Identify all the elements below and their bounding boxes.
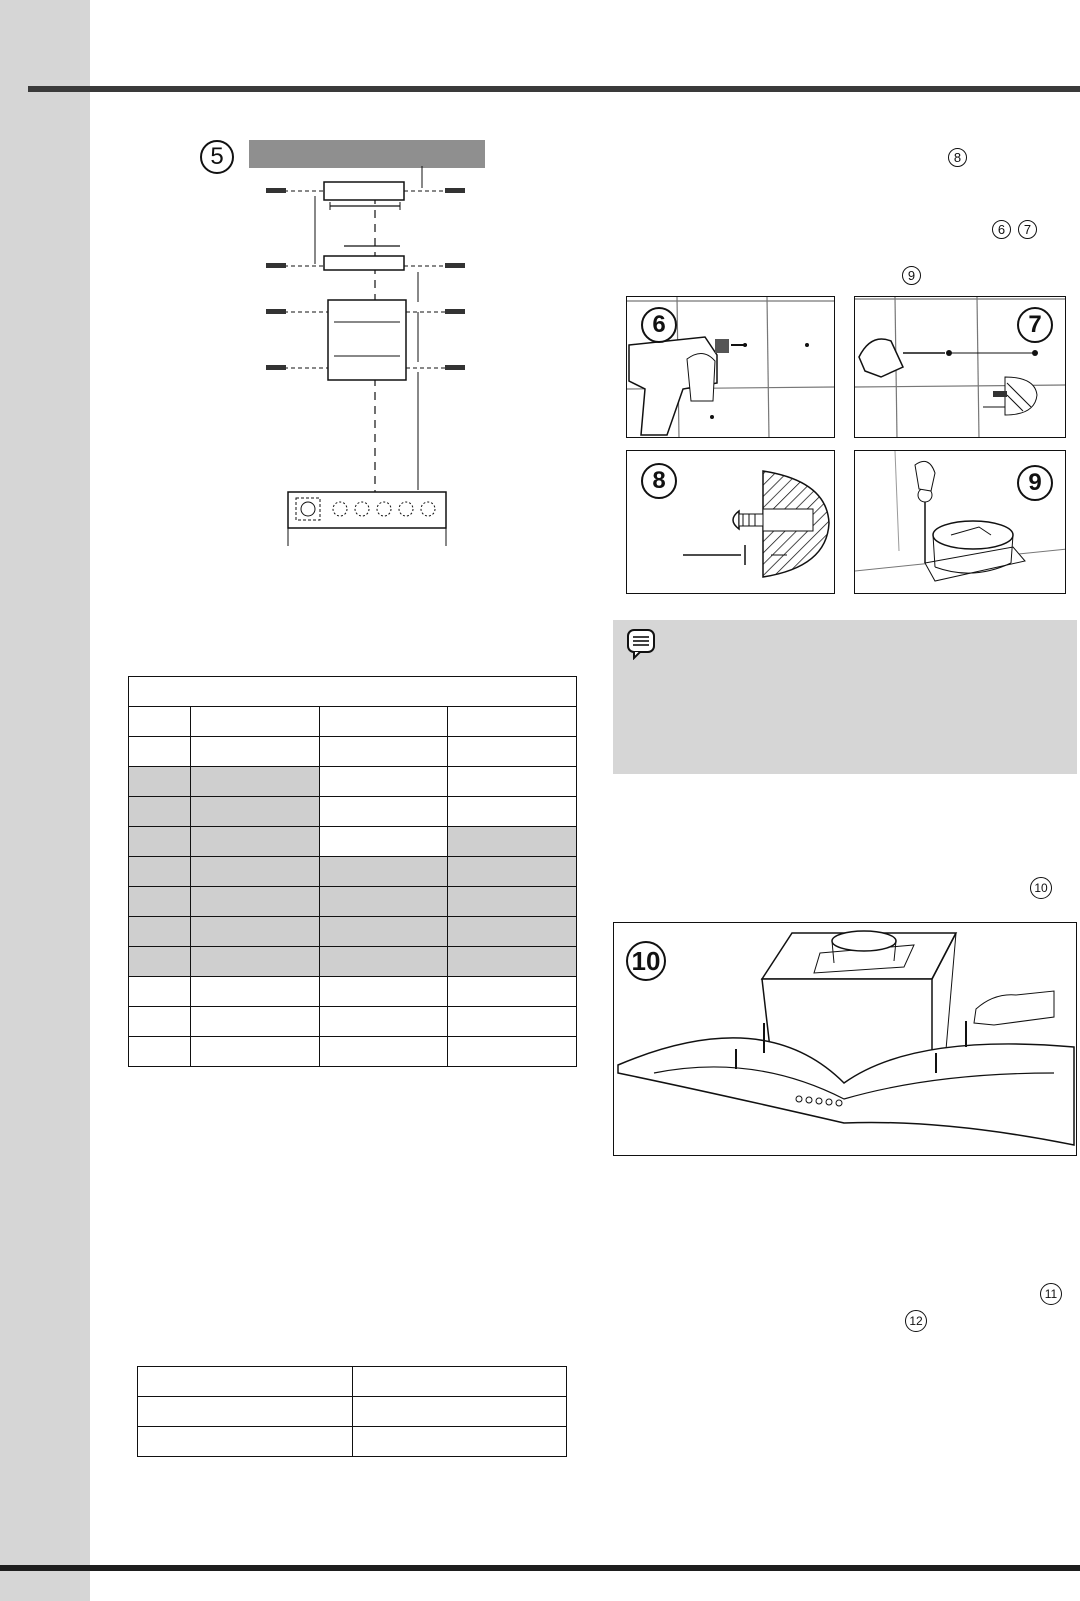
figure-7-screwing-panel [854,296,1066,438]
table-cell [129,917,191,947]
step-ref-6: 6 [992,220,1011,239]
table-cell [319,767,448,797]
table-row [129,767,577,797]
figure-9-flange-panel [854,450,1066,594]
table-cell [129,887,191,917]
figure-5-mounting-diagram [240,136,490,556]
table-row [129,677,577,707]
note-icon [625,628,657,660]
table-cell [352,1427,567,1457]
step-ref-12: 12 [905,1310,927,1332]
table-cell [129,947,191,977]
table-cell [190,947,319,977]
table-cell [190,917,319,947]
summary-table-body [138,1367,567,1457]
table-cell [129,797,191,827]
table-cell [448,947,577,977]
table-cell [190,797,319,827]
table-cell [138,1397,353,1427]
table-cell [319,857,448,887]
table-cell [129,737,191,767]
distance-table-body [129,677,577,1067]
table-cell [448,767,577,797]
footer-rule [0,1565,1080,1571]
table-cell [448,857,577,887]
table-cell [190,767,319,797]
table-row [129,707,577,737]
table-cell [190,737,319,767]
table-cell [319,827,448,857]
table-cell [129,1037,191,1067]
table-cell [448,1037,577,1067]
table-cell [129,977,191,1007]
header-rule [28,86,1080,92]
table-cell [319,977,448,1007]
table-cell [448,707,577,737]
table-row [138,1367,567,1397]
table-cell [190,707,319,737]
table-cell [190,1037,319,1067]
table-cell [448,977,577,1007]
table-cell [448,1007,577,1037]
table-cell [319,947,448,977]
table-cell [352,1397,567,1427]
table-row [129,947,577,977]
table-row [129,1037,577,1067]
figure-10-hood-assembly-panel [613,922,1077,1156]
table-row [138,1427,567,1457]
table-cell [448,797,577,827]
table-cell [319,707,448,737]
figure-8-number: 8 [641,463,677,499]
table-cell [129,857,191,887]
table-cell [319,917,448,947]
figure-10-number: 10 [626,941,666,981]
step-ref-9: 9 [902,266,921,285]
figure-7-number: 7 [1017,307,1053,343]
figure-9-number: 9 [1017,465,1053,501]
figure-8-anchor-detail-panel [626,450,835,594]
table-cell [319,1007,448,1037]
table-cell [129,827,191,857]
table-header-cell [129,677,577,707]
step-ref-7: 7 [1018,220,1037,239]
table-cell [319,887,448,917]
table-cell [190,1007,319,1037]
table-row [138,1397,567,1427]
table-cell [129,707,191,737]
table-cell [448,917,577,947]
table-row [129,977,577,1007]
step-ref-11: 11 [1040,1283,1062,1305]
step-ref-10: 10 [1030,877,1052,899]
side-band [0,0,90,1601]
table-cell [190,827,319,857]
table-row [129,827,577,857]
table-cell [190,977,319,1007]
figure-5-number: 5 [200,140,234,174]
table-cell [448,887,577,917]
note-box [613,620,1077,774]
step-ref-8: 8 [948,148,967,167]
table-cell [352,1367,567,1397]
table-row [129,797,577,827]
table-cell [138,1367,353,1397]
summary-table [137,1366,567,1457]
table-cell [190,857,319,887]
figure-6-drilling-panel [626,296,835,438]
table-cell [129,767,191,797]
table-row [129,857,577,887]
table-row [129,1007,577,1037]
table-cell [129,1007,191,1037]
table-row [129,887,577,917]
table-cell [448,827,577,857]
table-cell [138,1427,353,1457]
figure-6-number: 6 [641,307,677,343]
table-cell [448,737,577,767]
table-row [129,737,577,767]
distance-table [128,676,577,1067]
table-cell [319,1037,448,1067]
table-row [129,917,577,947]
table-cell [319,737,448,767]
table-cell [319,797,448,827]
table-cell [190,887,319,917]
